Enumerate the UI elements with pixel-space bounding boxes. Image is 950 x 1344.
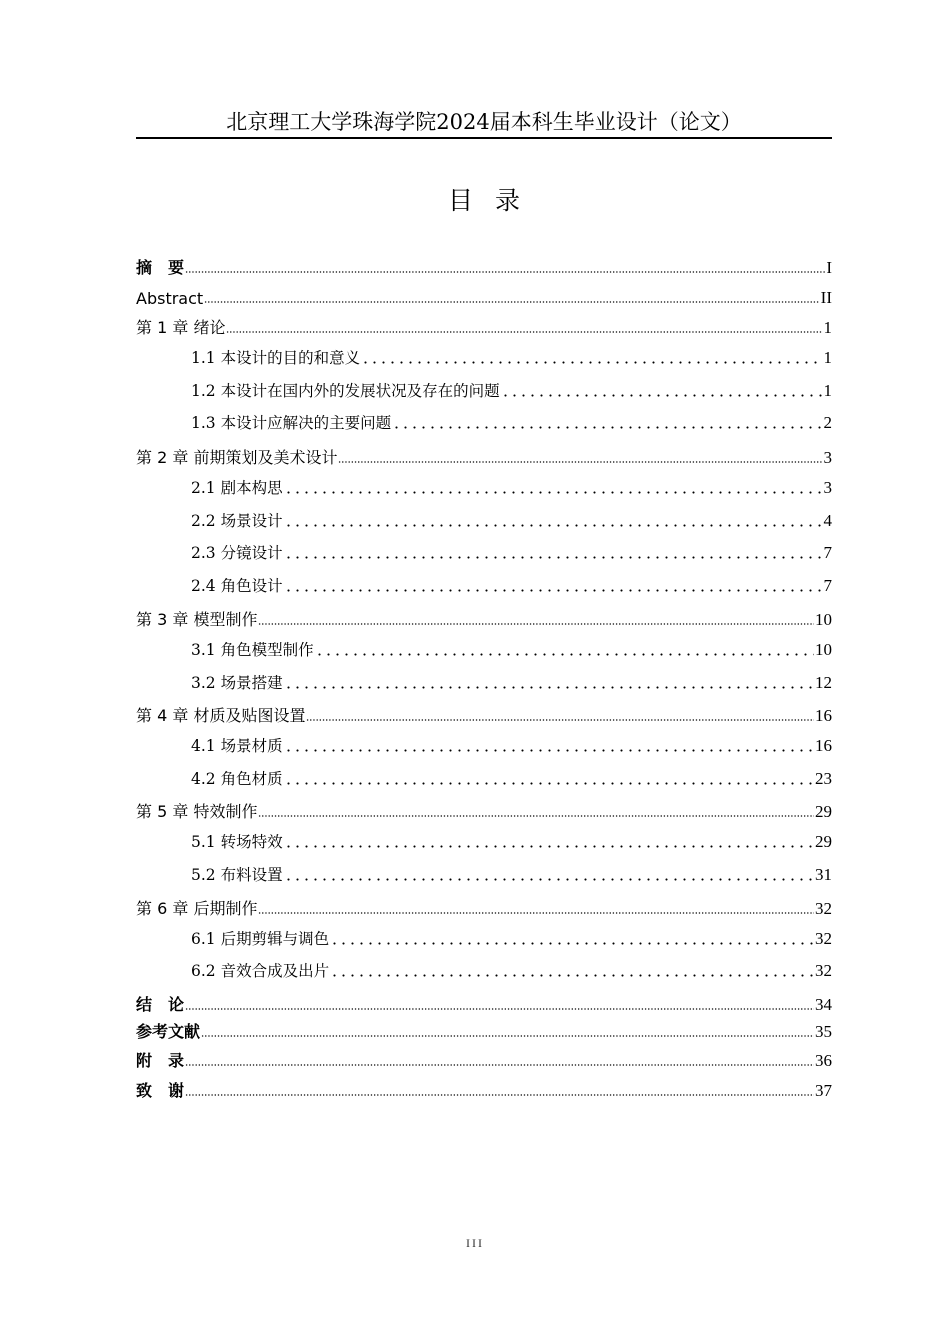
dot-leader <box>185 1064 814 1066</box>
page-title: 目录 <box>447 186 542 215</box>
toc-entry-label: 摘 要 <box>136 258 185 277</box>
toc-chapter-entry[interactable] <box>136 989 832 1015</box>
toc-subsection-entry[interactable] <box>136 342 832 368</box>
toc-entry-page: 1 <box>823 348 832 367</box>
toc-subsection-entry[interactable] <box>136 375 832 401</box>
running-header: 北京理工大学珠海学院2024届本科生毕业设计（论文） <box>226 110 742 134</box>
dot-leader <box>201 1035 814 1037</box>
dot-leader <box>258 912 814 914</box>
toc-entry-label: 4.2 角色材质 <box>191 770 283 788</box>
dot-leader <box>392 426 822 429</box>
dot-leader <box>185 271 825 273</box>
toc-entry-label: 第 5 章 特效制作 <box>136 802 258 821</box>
toc-entry-label: 5.2 布料设置 <box>191 866 283 884</box>
toc-entry-label: 3.2 场景搭建 <box>191 674 283 692</box>
dot-leader <box>501 394 823 397</box>
toc-entry-page: 34 <box>815 995 832 1014</box>
toc-entry-page: 32 <box>815 961 832 980</box>
toc-entry-page: 36 <box>815 1051 832 1070</box>
toc-subsection-entry[interactable] <box>136 859 832 885</box>
toc-subsection-entry[interactable] <box>136 667 832 693</box>
dot-leader <box>284 782 814 785</box>
toc-entry-label: 附 录 <box>136 1051 185 1070</box>
toc-entry-page: 32 <box>815 899 832 918</box>
toc-entry-page: 7 <box>823 543 832 562</box>
page-number: III <box>466 1236 484 1250</box>
toc-entry-page: 16 <box>815 706 832 725</box>
toc-entry-page: 35 <box>815 1022 832 1041</box>
toc-subsection-entry[interactable] <box>136 826 832 852</box>
toc-subsection-entry[interactable] <box>136 730 832 756</box>
toc-entry-page: 12 <box>815 673 832 692</box>
toc-entry-page: 16 <box>815 736 832 755</box>
toc-subsection-entry[interactable] <box>136 505 832 531</box>
toc-entry-label: 第 1 章 绪论 <box>136 318 226 337</box>
dot-leader <box>284 749 814 752</box>
toc-entry-label: 3.1 角色模型制作 <box>191 641 314 659</box>
toc-chapter-entry[interactable] <box>136 1016 832 1042</box>
dot-leader <box>330 942 814 945</box>
toc-entry-label: 1.3 本设计应解决的主要问题 <box>191 414 392 432</box>
toc-entry-page: 3 <box>823 478 832 497</box>
toc-chapter-entry[interactable] <box>136 604 832 630</box>
toc-entry-label: 结 论 <box>136 995 185 1014</box>
dot-leader <box>284 491 823 494</box>
toc-entry-label: 1.1 本设计的目的和意义 <box>191 349 361 367</box>
toc-entry-label: 4.1 场景材质 <box>191 737 283 755</box>
header-rule <box>136 137 832 139</box>
dot-leader <box>284 556 823 559</box>
toc-entry-label: 5.1 转场特效 <box>191 833 283 851</box>
toc-entry-label: 6.1 后期剪辑与调色 <box>191 930 330 948</box>
toc-entry-label: 1.2 本设计在国内外的发展状况及存在的问题 <box>191 382 500 400</box>
toc-entry-label: 第 3 章 模型制作 <box>136 610 258 629</box>
toc-subsection-entry[interactable] <box>136 923 832 949</box>
toc-entry-label: 致 谢 <box>136 1081 185 1100</box>
dot-leader <box>330 974 814 977</box>
toc-entry-label: 2.4 角色设计 <box>191 577 283 595</box>
toc-chapter-entry[interactable] <box>136 442 832 468</box>
toc-entry-page: 7 <box>823 576 832 595</box>
toc-entry-page: 10 <box>815 610 832 629</box>
toc-entry-label: 2.2 场景设计 <box>191 512 283 530</box>
toc-entry-page: 29 <box>815 802 832 821</box>
dot-leader <box>361 361 822 364</box>
toc-subsection-entry[interactable] <box>136 407 832 433</box>
toc-chapter-entry[interactable] <box>136 893 832 919</box>
toc-entry-page: 23 <box>815 769 832 788</box>
toc-chapter-entry[interactable] <box>136 700 832 726</box>
toc-entry-page: 10 <box>815 640 832 659</box>
dot-leader <box>284 524 823 527</box>
toc-chapter-entry[interactable] <box>136 1075 832 1101</box>
dot-leader <box>315 653 814 656</box>
dot-leader <box>226 331 822 333</box>
toc-entry-label: 第 2 章 前期策划及美术设计 <box>136 448 338 467</box>
dot-leader <box>204 301 820 303</box>
dot-leader <box>284 878 814 881</box>
dot-leader <box>338 461 822 463</box>
toc-entry-label: 第 4 章 材质及贴图设置 <box>136 706 306 725</box>
toc-subsection-entry[interactable] <box>136 763 832 789</box>
toc-chapter-entry[interactable] <box>136 282 832 308</box>
toc-chapter-entry[interactable] <box>136 796 832 822</box>
toc-entry-page: 31 <box>815 865 832 884</box>
dot-leader <box>258 623 814 625</box>
toc-chapter-entry[interactable] <box>136 1045 832 1071</box>
toc-entry-label: Abstract <box>136 289 204 308</box>
toc-entry-label: 2.3 分镜设计 <box>191 544 283 562</box>
toc-entry-page: II <box>820 288 832 307</box>
toc-entry-label: 参考文献 <box>136 1022 201 1041</box>
toc-entry-page: 4 <box>823 511 832 530</box>
toc-entry-page: 37 <box>815 1081 832 1100</box>
toc-entry-label: 2.1 剧本构思 <box>191 479 283 497</box>
toc-entry-page: 2 <box>823 413 832 432</box>
toc-subsection-entry[interactable] <box>136 570 832 596</box>
toc-entry-page: 3 <box>823 448 832 467</box>
toc-entry-page: I <box>826 258 832 277</box>
toc-entry-page: 29 <box>815 832 832 851</box>
toc-entry-label: 6.2 音效合成及出片 <box>191 962 330 980</box>
dot-leader <box>185 1008 814 1010</box>
toc-entry-page: 1 <box>823 381 832 400</box>
dot-leader <box>306 719 814 721</box>
toc-subsection-entry[interactable] <box>136 537 832 563</box>
dot-leader <box>185 1094 814 1096</box>
dot-leader <box>284 589 823 592</box>
toc-chapter-entry[interactable] <box>136 252 832 278</box>
dot-leader <box>258 815 814 817</box>
toc-entry-page: 32 <box>815 929 832 948</box>
dot-leader <box>284 845 814 848</box>
toc-subsection-entry[interactable] <box>136 472 832 498</box>
toc-chapter-entry[interactable] <box>136 312 832 338</box>
dot-leader <box>284 686 814 689</box>
toc-entry-page: 1 <box>823 318 832 337</box>
toc-subsection-entry[interactable] <box>136 634 832 660</box>
toc-subsection-entry[interactable] <box>136 955 832 981</box>
toc-entry-label: 第 6 章 后期制作 <box>136 899 258 918</box>
